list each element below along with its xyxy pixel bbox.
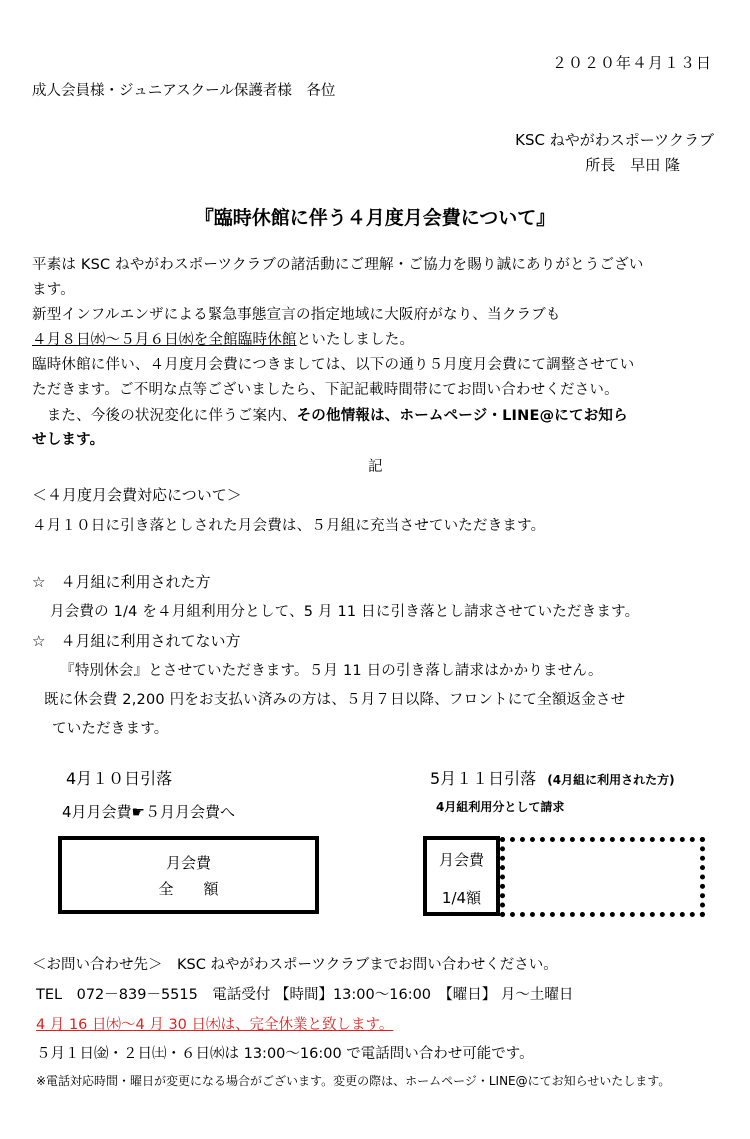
intro-line-6: ただきます。ご不明な点等ございましたら、下記記載時間帯にてお問い合わせください。 [32, 382, 619, 398]
case2-text-3: ていただきます。 [52, 721, 169, 737]
contact-heading-rest: KSC ねやがわスポーツクラブまでお問い合わせください。 [162, 957, 558, 973]
right-billing-heading [430, 766, 675, 789]
right-billing-title: 5月１１日引落 [430, 769, 537, 788]
document-date: ２０２０年４月１３日 [551, 54, 712, 72]
full-fee-box-label: 月会費 [165, 854, 211, 872]
footnote: ※電話対応時間・曜日が変更になる場合がございます。変更の際は、ホームページ・LINE@にてお知らせいたします。 [36, 1074, 671, 1088]
case2-heading: ☆ ４月組に利用されてない方 [32, 632, 241, 650]
case2-text-1: 『特別休会』とさせていただきます。５月 11 日の引き落し請求はかかりません。 [60, 663, 603, 679]
phone-days: ５月１日㈮・２日㈯・６日㈬は 13:00～16:00 で電話問い合わせ可能です。 [36, 1046, 534, 1062]
contact-tel: TEL 072－839－5515 電話受付 【時間】13:00～16:00 【曜日】 月～土曜日 [36, 987, 574, 1003]
closure-period-rest: といたしました。 [296, 332, 415, 348]
closure-period-text: ４月８日㈬～５月６日㈬を全館臨時休館 [32, 332, 297, 348]
case2-text-2: 既に休会費 2,200 円をお支払い済みの方は、５月７日以降、フロントにて全額返金させ [44, 692, 626, 708]
right-billing-sub: 4月組利用分として請求 [436, 800, 565, 814]
quarter-fee-box [423, 836, 500, 916]
intro-line-8: せします。 [32, 432, 105, 448]
intro-line-1: 平素は KSC ねやがわスポーツクラブの諸活動にご理解・ご協力を賜り誠にありがとうござい [32, 257, 644, 273]
intro-line-3: 新型インフルエンザによる緊急事態宣言の指定地域に大阪府がなり、当クラブも [32, 307, 561, 323]
quarter-fee-box-amount: 1/4額 [441, 889, 482, 907]
intro-line-5: 臨時休館に伴い、４月度月会費につきましては、以下の通り５月度月会費にて調整させてい [32, 357, 635, 373]
intro-line-7-plain: また、今後の状況変化に伴うご案内、 [32, 408, 297, 424]
contact-heading: ＜お問い合わせ先＞ [32, 957, 163, 973]
case1-text: 月会費の 1/4 を４月組利用分として、5 月 11 日に引き落とし請求させていただきます。 [50, 604, 640, 620]
closure-notice: 4 月 16 日㈭～4 月 30 日㈭は、完全休業と致します。 [36, 1017, 394, 1033]
director-name: 所長 早田 隆 [585, 156, 680, 174]
case1-heading: ☆ ４月組に利用された方 [32, 573, 211, 591]
intro-line-4 [32, 328, 414, 349]
remaining-dotted-box [500, 837, 705, 917]
ki-marker: 記 [368, 459, 383, 475]
full-fee-box [58, 836, 319, 914]
intro-line-7-bold: その他情報は、ホームページ・LINE@にてお知ら [296, 408, 628, 424]
quarter-fee-box-label: 月会費 [438, 851, 484, 869]
left-billing-sub: 4月月会費☛５月月会費へ [62, 803, 235, 821]
full-fee-box-amount: 全 額 [158, 880, 219, 898]
left-billing-heading: 4月１０日引落 [66, 769, 173, 788]
section-heading: ＜４月度月会費対応について＞ [32, 486, 242, 504]
recipients-line: 成人会員様・ジュニアスクール保護者様 各位 [32, 83, 336, 99]
intro-line-2: ます。 [32, 282, 75, 298]
right-billing-note: (4月組に利用された方) [547, 773, 675, 787]
intro-line-7 [32, 404, 628, 425]
section-line: ４月１０日に引き落としされた月会費は、５月組に充当させていただきます。 [32, 518, 546, 534]
organization-name: KSC ねやがわスポーツクラブ [515, 131, 714, 149]
contact-line [32, 953, 558, 974]
document-title: 『臨時休館に伴う４月度月会費について』 [194, 207, 556, 229]
